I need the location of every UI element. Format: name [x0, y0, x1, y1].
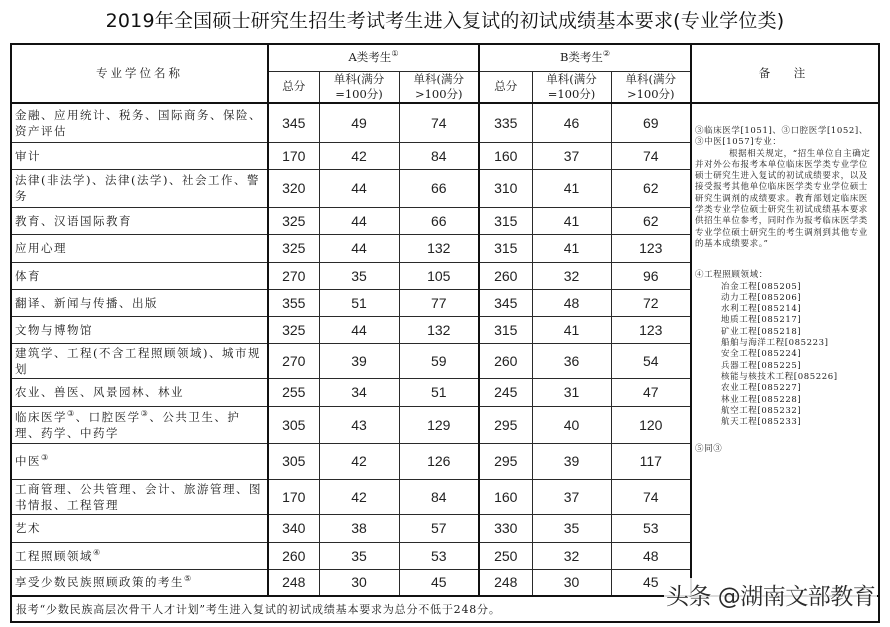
row-name: 文物与博物馆	[11, 316, 268, 343]
b-single-gt100: 74	[611, 479, 691, 514]
header-group-b	[479, 44, 691, 71]
a-single-100: 42	[319, 142, 399, 169]
a-single-gt100: 77	[399, 289, 479, 316]
a-single-100: 44	[319, 207, 399, 234]
row-name: 翻译、新闻与传播、出版	[11, 289, 268, 316]
name-text: 工程照顾领域	[15, 548, 93, 563]
footnote-marker: ④	[93, 547, 102, 557]
b-total: 245	[479, 378, 532, 406]
b-single-100: 32	[532, 542, 611, 569]
header-b-single-gt100: 单科(满分>100分)	[611, 71, 691, 103]
header-a-single-gt100: 单科(满分>100分)	[399, 71, 479, 103]
a-single-gt100: 45	[399, 569, 479, 596]
row-name: 艺术	[11, 514, 268, 542]
row-name: 农业、兽医、风景园林、林业	[11, 378, 268, 406]
name-part: 、公共卫生、护理、药学、中药学	[15, 409, 241, 440]
note4-item: 林业工程[085228]	[721, 394, 802, 405]
a-total: 340	[268, 514, 319, 542]
b-single-gt100: 120	[611, 406, 691, 443]
b-single-gt100: 62	[611, 169, 691, 207]
row-name: 审计	[11, 142, 268, 169]
group-a-footnote: ①	[391, 49, 399, 59]
a-single-gt100: 66	[399, 207, 479, 234]
a-total: 325	[268, 207, 319, 234]
b-total: 295	[479, 406, 532, 443]
a-single-100: 44	[319, 316, 399, 343]
b-single-100: 32	[532, 262, 611, 289]
a-total: 248	[268, 569, 319, 596]
b-single-100: 31	[532, 378, 611, 406]
b-single-100: 41	[532, 169, 611, 207]
a-total: 260	[268, 542, 319, 569]
a-single-100: 51	[319, 289, 399, 316]
a-single-gt100: 74	[399, 103, 479, 142]
b-total: 260	[479, 343, 532, 378]
a-total: 170	[268, 142, 319, 169]
header-a-total: 总分	[268, 71, 319, 103]
a-single-100: 42	[319, 479, 399, 514]
b-single-100: 41	[532, 234, 611, 262]
b-single-gt100: 47	[611, 378, 691, 406]
watermark: 头条 @湖南文部教育	[664, 578, 877, 611]
b-single-100: 30	[532, 569, 611, 596]
b-single-100: 41	[532, 207, 611, 234]
footnote-marker: ③	[140, 408, 150, 418]
a-single-100: 42	[319, 443, 399, 479]
header-remarks: 备 注	[691, 44, 879, 103]
note4-item: 核能与核技术工程[085226]	[721, 371, 838, 382]
b-total: 260	[479, 262, 532, 289]
b-total: 250	[479, 542, 532, 569]
a-single-gt100: 84	[399, 479, 479, 514]
row-name: 教育、汉语国际教育	[11, 207, 268, 234]
header-name-col: 专业学位名称	[11, 44, 268, 103]
b-single-100: 48	[532, 289, 611, 316]
b-single-gt100: 123	[611, 316, 691, 343]
a-single-gt100: 57	[399, 514, 479, 542]
b-single-100: 35	[532, 514, 611, 542]
b-single-gt100: 48	[611, 542, 691, 569]
b-single-gt100: 123	[611, 234, 691, 262]
a-single-gt100: 53	[399, 542, 479, 569]
note4-item: 船舶与海洋工程[085223]	[721, 338, 829, 349]
b-total: 248	[479, 569, 532, 596]
b-total: 345	[479, 289, 532, 316]
a-single-gt100: 84	[399, 142, 479, 169]
b-single-gt100: 96	[611, 262, 691, 289]
remarks-cell	[691, 103, 879, 596]
b-single-100: 36	[532, 343, 611, 378]
name-text: 中医	[15, 454, 41, 468]
a-total: 270	[268, 343, 319, 378]
b-single-gt100: 54	[611, 343, 691, 378]
a-total: 270	[268, 262, 319, 289]
note5: ⑤同③	[695, 444, 723, 455]
note4-item: 农业工程[085227]	[721, 383, 802, 394]
a-single-100: 34	[319, 378, 399, 406]
header-a-single-100: 单科(满分=100分)	[319, 71, 399, 103]
b-total: 315	[479, 234, 532, 262]
b-total: 310	[479, 169, 532, 207]
header-b-single-100: 单科(满分=100分)	[532, 71, 611, 103]
note4-item: 兵器工程[085225]	[721, 360, 802, 371]
row-name: 体育	[11, 262, 268, 289]
b-single-100: 37	[532, 142, 611, 169]
footnote-marker: ③	[41, 453, 50, 463]
note4-item: 水利工程[085214]	[721, 304, 802, 315]
b-single-gt100: 53	[611, 514, 691, 542]
row-name	[11, 443, 268, 479]
b-single-100: 39	[532, 443, 611, 479]
row-name	[11, 542, 268, 569]
a-single-gt100: 129	[399, 406, 479, 443]
a-single-gt100: 126	[399, 443, 479, 479]
b-single-gt100: 45	[611, 569, 691, 596]
b-single-gt100: 62	[611, 207, 691, 234]
b-total: 315	[479, 207, 532, 234]
row-name: 金融、应用统计、税务、国际商务、保险、资产评估	[11, 103, 268, 142]
a-total: 255	[268, 378, 319, 406]
a-single-gt100: 132	[399, 316, 479, 343]
note4-item: 地质工程[085217]	[721, 315, 802, 326]
footer-note: 报考“少数民族高层次骨干人才计划”考生进入复试的初试成绩基本要求为总分不低于248分。	[11, 596, 879, 622]
a-single-100: 44	[319, 169, 399, 207]
b-total: 335	[479, 103, 532, 142]
b-total: 315	[479, 316, 532, 343]
footnote-marker: ③	[67, 408, 76, 418]
b-single-gt100: 74	[611, 142, 691, 169]
row-name	[11, 406, 268, 443]
name-part: 临床医学	[15, 409, 67, 424]
a-single-100: 43	[319, 406, 399, 443]
name-part: 、口腔医学	[75, 409, 141, 424]
b-single-100: 46	[532, 103, 611, 142]
footnote-marker: ⑤	[184, 574, 193, 584]
a-single-100: 44	[319, 234, 399, 262]
a-total: 345	[268, 103, 319, 142]
b-single-100: 37	[532, 479, 611, 514]
score-table	[10, 43, 880, 623]
note4-item: 动力工程[085206]	[721, 292, 802, 303]
note4-item: 安全工程[085224]	[721, 349, 802, 360]
b-total: 330	[479, 514, 532, 542]
group-b-footnote: ②	[602, 49, 611, 59]
a-single-100: 35	[319, 262, 399, 289]
group-b-label: B类考生	[559, 50, 603, 65]
note4-item: 航天工程[085233]	[721, 417, 802, 428]
row-name: 法律(非法学)、法律(法学)、社会工作、警务	[11, 169, 268, 207]
note4-item: 冶金工程[085205]	[721, 281, 802, 292]
a-single-gt100: 66	[399, 169, 479, 207]
a-total: 325	[268, 234, 319, 262]
a-single-100: 30	[319, 569, 399, 596]
a-single-100: 35	[319, 542, 399, 569]
name-text: 享受少数民族照顾政策的考生	[15, 575, 184, 590]
a-single-100: 39	[319, 343, 399, 378]
b-single-gt100: 72	[611, 289, 691, 316]
a-total: 170	[268, 479, 319, 514]
header-b-total: 总分	[479, 71, 532, 103]
b-total: 160	[479, 142, 532, 169]
a-single-gt100: 51	[399, 378, 479, 406]
note3-body: 根据相关规定，“招生单位自主确定并对外公布报考本单位临床医学类专业学位硕士研究生进入复试的初试成绩要求，以及接受报考其他单位临床医学类专业学位硕士研究生调剂的成绩要求。教育部划定临床医学类专业学位硕士研究生初试成绩基本要求供招生单位参考，同时作为报考临床医学类专业学位硕士研究生的考生调剂到其他专业的基本成绩要求。”	[695, 148, 871, 249]
table-row	[11, 103, 879, 142]
a-single-gt100: 132	[399, 234, 479, 262]
group-a-label: A类考生	[348, 50, 392, 65]
note4-item: 航空工程[085232]	[721, 405, 802, 416]
b-total: 160	[479, 479, 532, 514]
a-single-gt100: 105	[399, 262, 479, 289]
row-name	[11, 569, 268, 596]
a-single-100: 49	[319, 103, 399, 142]
a-total: 325	[268, 316, 319, 343]
note4-head: ④工程照顾领域：	[695, 270, 768, 281]
note4-item: 矿业工程[085218]	[721, 326, 802, 337]
row-name: 应用心理	[11, 234, 268, 262]
row-name: 工商管理、公共管理、会计、旅游管理、图书情报、工程管理	[11, 479, 268, 514]
b-single-100: 40	[532, 406, 611, 443]
page-title: 2019年全国硕士研究生招生考试考生进入复试的初试成绩基本要求(专业学位类)	[105, 10, 785, 32]
a-total: 305	[268, 406, 319, 443]
b-single-gt100: 117	[611, 443, 691, 479]
header-group-a	[268, 44, 479, 71]
a-single-100: 38	[319, 514, 399, 542]
b-single-100: 41	[532, 316, 611, 343]
b-total: 295	[479, 443, 532, 479]
a-single-gt100: 59	[399, 343, 479, 378]
a-total: 355	[268, 289, 319, 316]
b-single-gt100: 69	[611, 103, 691, 142]
note3-head: ③临床医学[1051]、③口腔医学[1052]、③中医[1057]专业：	[695, 126, 868, 148]
a-total: 305	[268, 443, 319, 479]
row-name: 建筑学、工程(不含工程照顾领域)、城市规划	[11, 343, 268, 378]
a-total: 320	[268, 169, 319, 207]
